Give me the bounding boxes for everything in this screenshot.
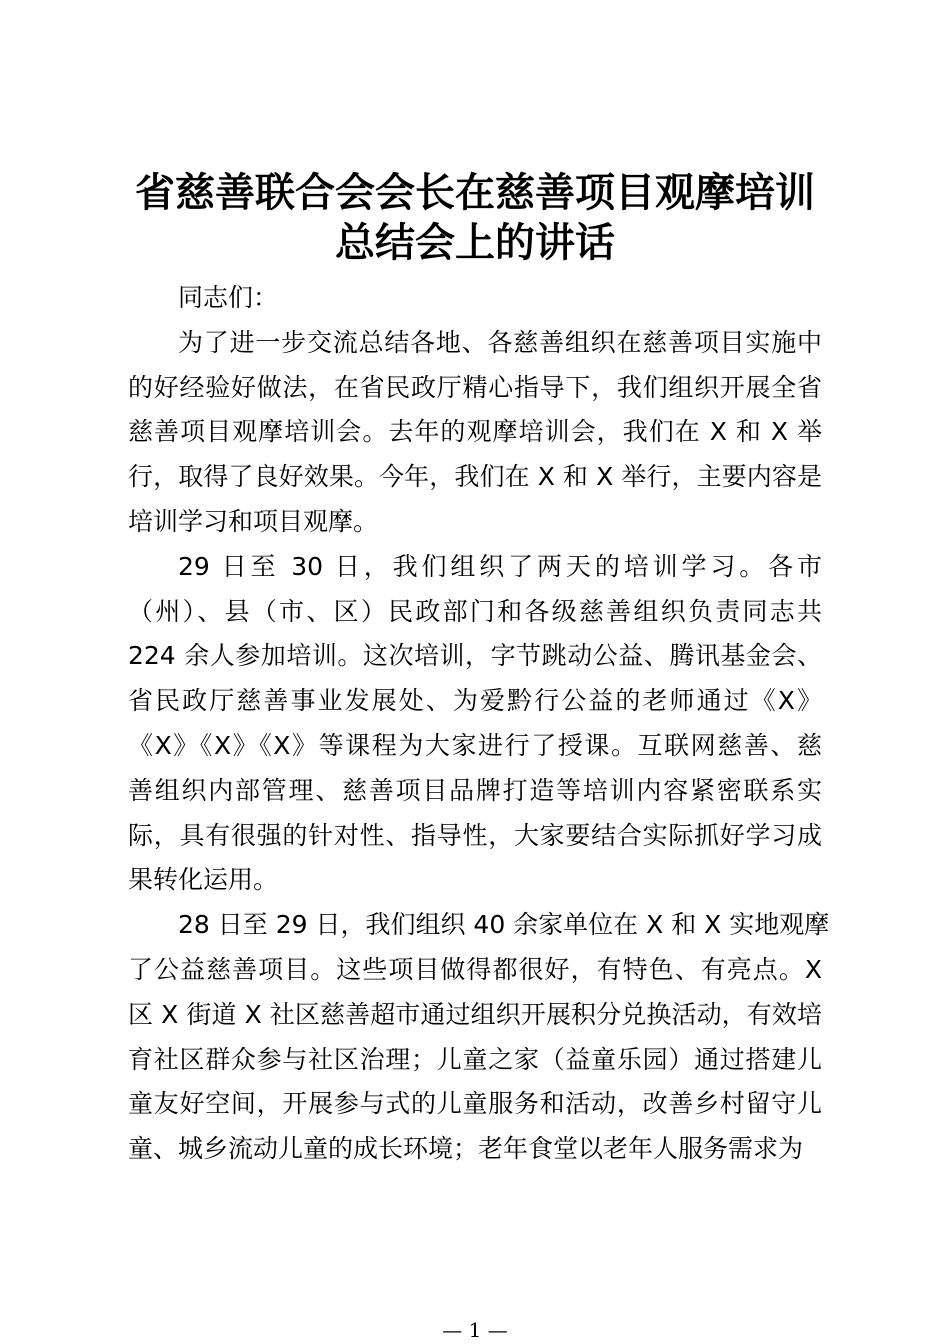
document-title-line-2: 总结会上的讲话: [335, 220, 615, 266]
paragraph-3-line: 童、城乡流动儿童的成长环境；老年食堂以老年人服务需求为: [128, 1134, 804, 1164]
paragraph-3-line: 28 日至 29 日，我们组织 40 余家单位在 X 和 X 实地观摩: [178, 910, 830, 940]
paragraph-1-line: 行，取得了良好效果。今年，我们在 X 和 X 举行，主要内容是: [128, 462, 822, 492]
paragraph-3-line: 了公益慈善项目。这些项目做得都很好，有特色、有亮点。X: [128, 954, 822, 984]
paragraph-2-line: 224 余人参加培训。这次培训，字节跳动公益、腾讯基金会、: [128, 641, 822, 671]
paragraph-2-line: 果转化运用。: [128, 865, 279, 895]
paragraph-2-line: （州）、县（市、区）民政部门和各级慈善组织负责同志共: [128, 596, 822, 626]
document-body: [128, 276, 830, 1172]
paragraph-1-line: 培训学习和项目观摩。: [128, 506, 379, 536]
paragraph-2-line: 29 日至 30 日，我们组织了两天的培训学习。各市: [178, 551, 822, 581]
greeting: 同志们：: [178, 283, 279, 312]
paragraph-2-line: 《X》《X》《X》等课程为大家进行了授课。互联网慈善、慈: [128, 730, 822, 760]
paragraph-3-line: 育社区群众参与社区治理；儿童之家（益童乐园）通过搭建儿: [128, 1044, 822, 1074]
paragraph-1-line: 的好经验好做法，在省民政厅精心指导下，我们组织开展全省: [128, 372, 822, 402]
document-title-line-1: 省慈善联合会会长在慈善项目观摩培训: [135, 170, 815, 216]
paragraph-3-line: 童友好空间，开展参与式的儿童服务和活动，改善乡村留守儿: [128, 1089, 822, 1119]
paragraph-3-line: 区 X 街道 X 社区慈善超市通过组织开展积分兑换活动，有效培: [128, 999, 822, 1029]
paragraph-1-line: 慈善项目观摩培训会。去年的观摩培训会，我们在 X 和 X 举: [128, 417, 822, 447]
paragraph-2-line: 善组织内部管理、慈善项目品牌打造等培训内容紧密联系实: [128, 775, 822, 805]
page-number: — 1 —: [442, 1318, 508, 1342]
paragraph-2-line: 际，具有很强的针对性、指导性，大家要结合实际抓好学习成: [128, 820, 822, 850]
paragraph-1-line: 为了进一步交流总结各地、各慈善组织在慈善项目实施中: [178, 327, 822, 357]
paragraph-2-line: 省民政厅慈善事业发展处、为爱黔行公益的老师通过《X》: [128, 686, 822, 716]
